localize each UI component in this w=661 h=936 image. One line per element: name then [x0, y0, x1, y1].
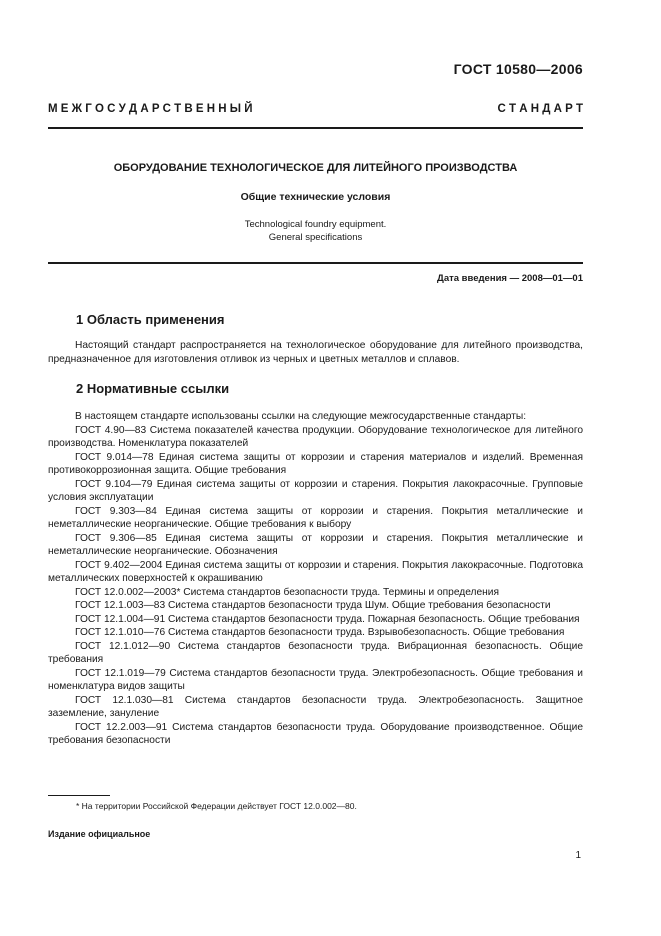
reference-item: ГОСТ 4.90—83 Система показателей качества продукции. Оборудование технологическое для литейного производства. Номенклатура показателей	[48, 424, 583, 449]
reference-item: ГОСТ 12.1.019—79 Система стандартов безопасности труда. Электробезопасность. Общие требования и номенклатура видов защиты	[48, 667, 583, 692]
introduction-date: Дата введения — 2008—01—01	[437, 273, 583, 284]
interstate-word: М Е Ж Г О С У Д А Р С Т В Е Н Н Ы Й	[48, 103, 253, 115]
document-subtitle: Общие технические условия	[240, 191, 391, 203]
references-list	[48, 410, 583, 748]
standard-code: ГОСТ 10580—2006	[453, 61, 583, 77]
standard-word: С Т А Н Д А Р Т	[497, 103, 583, 115]
reference-item: ГОСТ 9.303—84 Единая система защиты от коррозии и старения. Покрытия металлические и неметаллические неорганические. Общие требования к выбору	[48, 505, 583, 530]
reference-item: ГОСТ 9.104—79 Единая система защиты от коррозии и старения. Покрытия лакокрасочные. Групповые условия эксплуатации	[48, 478, 583, 503]
official-edition-label: Издание официальное	[48, 829, 151, 839]
references-intro: В настоящем стандарте использованы ссылки на следующие межгосударственные стандарты:	[75, 411, 527, 422]
header-rule	[48, 127, 583, 129]
page-number: 1	[575, 850, 581, 861]
english-title-line-1: Technological foundry equipment.	[244, 219, 387, 230]
english-title	[48, 218, 583, 244]
reference-item: ГОСТ 12.1.004—91 Система стандартов безопасности труда. Пожарная безопасность. Общие требования	[75, 613, 580, 625]
scope-text	[48, 339, 583, 366]
reference-item: ГОСТ 12.1.030—81 Система стандартов безопасности труда. Электробезопасность. Защитное заземление, зануление	[48, 694, 583, 719]
reference-item: ГОСТ 12.1.012—90 Система стандартов безопасности труда. Вибрационная безопасность. Общие требования	[48, 640, 583, 665]
footnote: * На территории Российской Федерации действует ГОСТ 12.0.002—80.	[76, 801, 357, 811]
scope-line: водства, предназначенное для изготовления отливок из черных и цветных металлов и сплавов.	[48, 340, 583, 365]
section-heading-scope: 1 Область применения	[76, 312, 225, 327]
interstate-standard-banner	[48, 103, 583, 115]
scope-line: Настоящий стандарт распространяется на технологическое оборудование для литейного произ	[75, 340, 543, 351]
english-title-line-2: General specifications	[268, 232, 363, 243]
section-heading-references: 2 Нормативные ссылки	[76, 381, 230, 396]
reference-item: ГОСТ 9.306—85 Единая система защиты от коррозии и старения. Покрытия металлические и неметаллические неорганические. Обозначения	[48, 532, 583, 557]
reference-item: ГОСТ 12.0.002—2003* Система стандартов безопасности труда. Термины и определения	[75, 586, 500, 598]
reference-item: ГОСТ 9.014—78 Единая система защиты от коррозии и старения материалов и изделий. Временная противокоррозионная защита. Общие требования	[48, 451, 583, 476]
title-rule	[48, 262, 583, 264]
scope-paragraph	[48, 339, 583, 366]
document-title: ОБОРУДОВАНИЕ ТЕХНОЛОГИЧЕСКОЕ ДЛЯ ЛИТЕЙНОГО ПРОИЗВОДСТВА	[113, 162, 518, 174]
reference-item: ГОСТ 12.2.003—91 Система стандартов безопасности труда. Оборудование производственное. Общие требования безопасности	[48, 721, 583, 746]
reference-item: ГОСТ 12.1.010—76 Система стандартов безопасности труда. Взрывобезопасность. Общие требования	[75, 627, 565, 638]
reference-item: ГОСТ 9.402—2004 Единая система защиты от коррозии и старения. Покрытия лакокрасочные. Подготовка металлических поверхностей к окрашиванию	[48, 559, 583, 584]
footnote-rule	[48, 795, 110, 796]
reference-item: ГОСТ 12.1.003—83 Система стандартов безопасности труда Шум. Общие требования безопасности	[75, 600, 551, 611]
